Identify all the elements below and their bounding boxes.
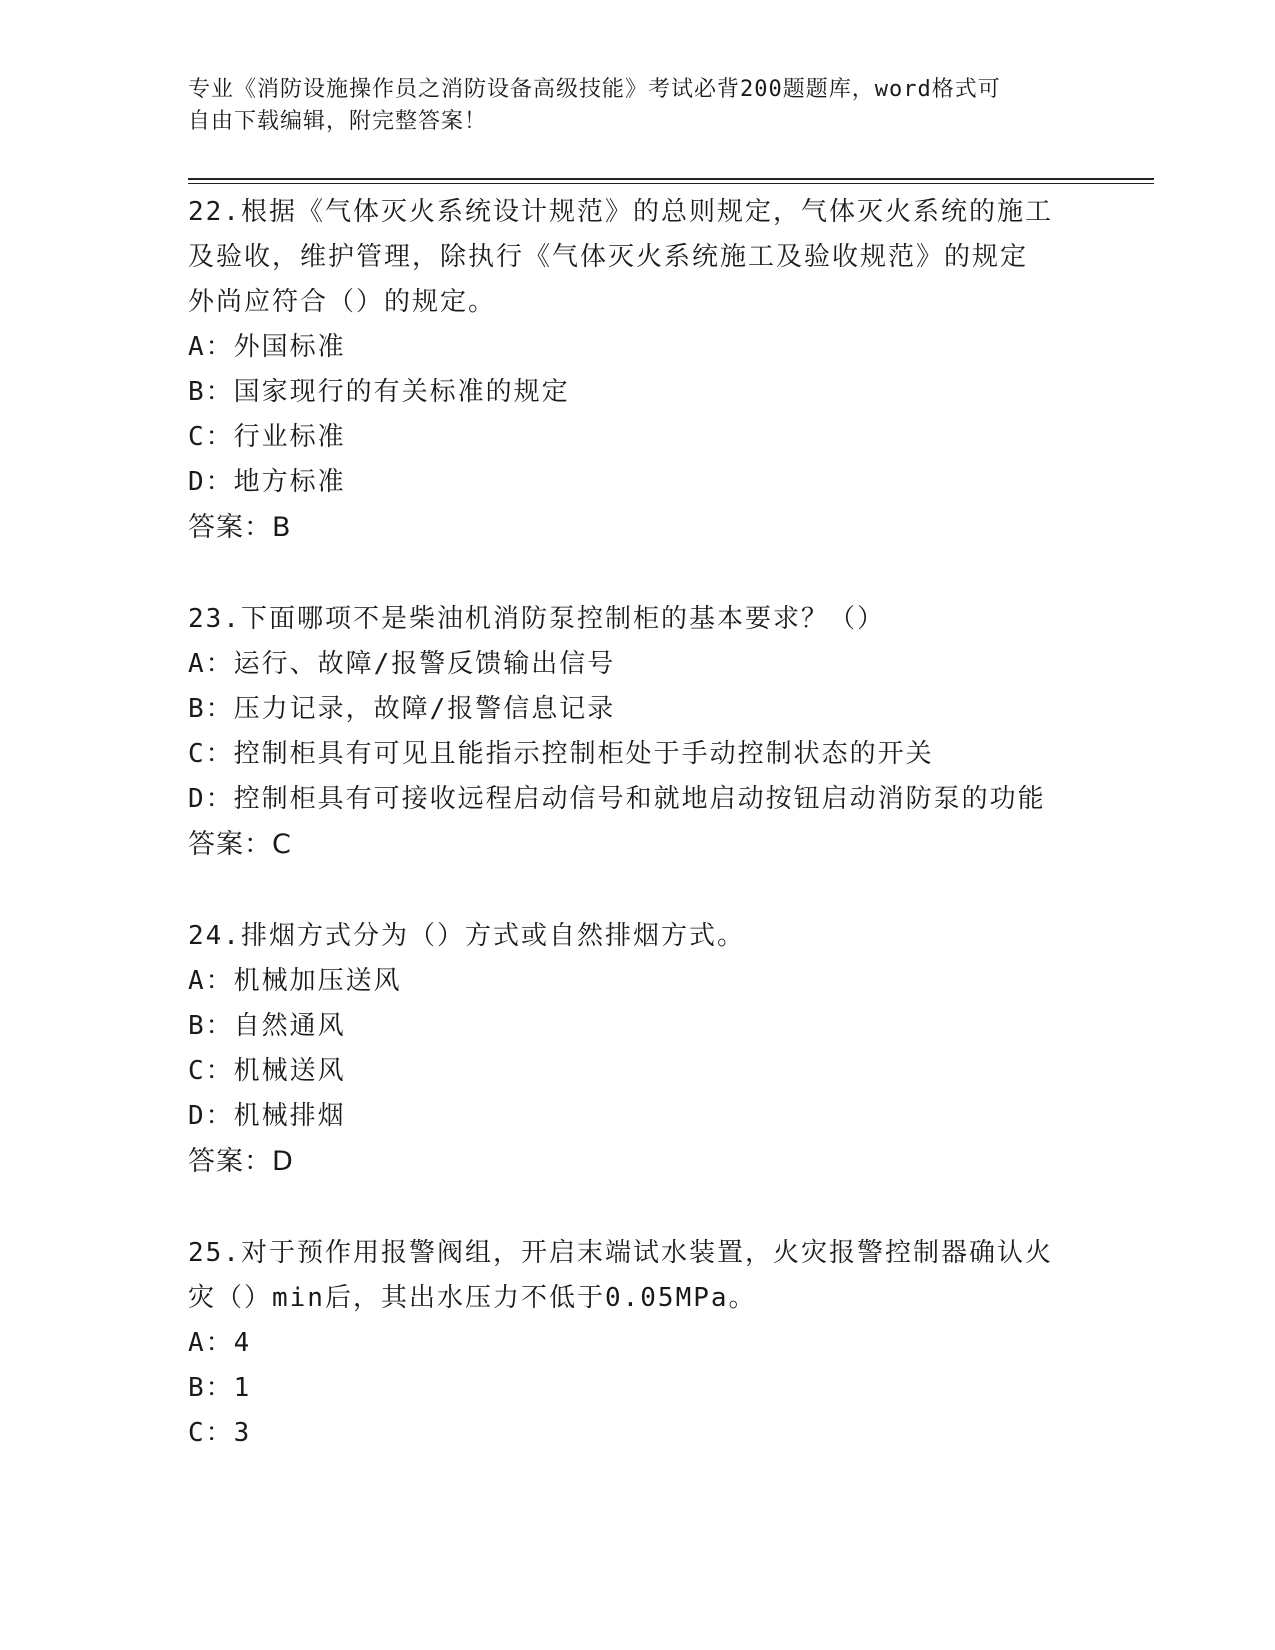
option-a: A：机械加压送风	[188, 966, 402, 996]
header-line-1: 专业《消防设施操作员之消防设备高级技能》考试必背200题题库，word格式可	[188, 77, 1001, 102]
question-text: 25.对于预作用报警阀组，开启末端试水装置，火灾报警控制器确认火	[188, 1238, 1053, 1268]
option-a: A：运行、故障/报警反馈输出信号	[188, 649, 616, 679]
option-b: B：压力记录，故障/报警信息记录	[188, 694, 616, 724]
option-d: D：机械排烟	[188, 1101, 346, 1131]
question-text: 22.根据《气体灭火系统设计规范》的总则规定，气体灭火系统的施工	[188, 197, 1053, 227]
option-c: C：3	[188, 1418, 252, 1448]
question-text: 外尚应符合（）的规定。	[188, 287, 497, 317]
spacer	[188, 551, 1088, 597]
question-23	[188, 597, 1088, 868]
option-b: B：国家现行的有关标准的规定	[188, 377, 570, 407]
question-text: 及验收，维护管理，除执行《气体灭火系统施工及验收规范》的规定	[188, 242, 1029, 272]
question-text: 灾（）min后，其出水压力不低于0.05MPa。	[188, 1283, 757, 1313]
question-text: 24.排烟方式分为（）方式或自然排烟方式。	[188, 921, 745, 951]
question-25	[188, 1231, 1088, 1456]
header-divider-thick	[188, 178, 1154, 180]
answer-label: 答案：B	[188, 512, 292, 543]
option-d: D：控制柜具有可接收远程启动信号和就地启动按钮启动消防泵的功能	[188, 784, 1046, 814]
spacer	[188, 1185, 1088, 1231]
spacer	[188, 868, 1088, 914]
option-c: C：机械送风	[188, 1056, 346, 1086]
question-24	[188, 914, 1088, 1185]
document-header	[188, 74, 1068, 138]
option-b: B：1	[188, 1373, 252, 1403]
option-b: B：自然通风	[188, 1011, 346, 1041]
answer-label: 答案：C	[188, 829, 292, 860]
option-c: C：行业标准	[188, 422, 346, 452]
question-22	[188, 190, 1088, 551]
question-list	[188, 190, 1088, 1456]
option-c: C：控制柜具有可见且能指示控制柜处于手动控制状态的开关	[188, 739, 934, 769]
question-text: 23.下面哪项不是柴油机消防泵控制柜的基本要求？（）	[188, 604, 885, 634]
answer-label: 答案：D	[188, 1146, 294, 1177]
option-d: D：地方标准	[188, 467, 346, 497]
option-a: A：外国标准	[188, 332, 346, 362]
option-a: A：4	[188, 1328, 252, 1358]
header-line-2: 自由下载编辑，附完整答案！	[188, 109, 488, 134]
header-divider-thin	[188, 183, 1154, 184]
